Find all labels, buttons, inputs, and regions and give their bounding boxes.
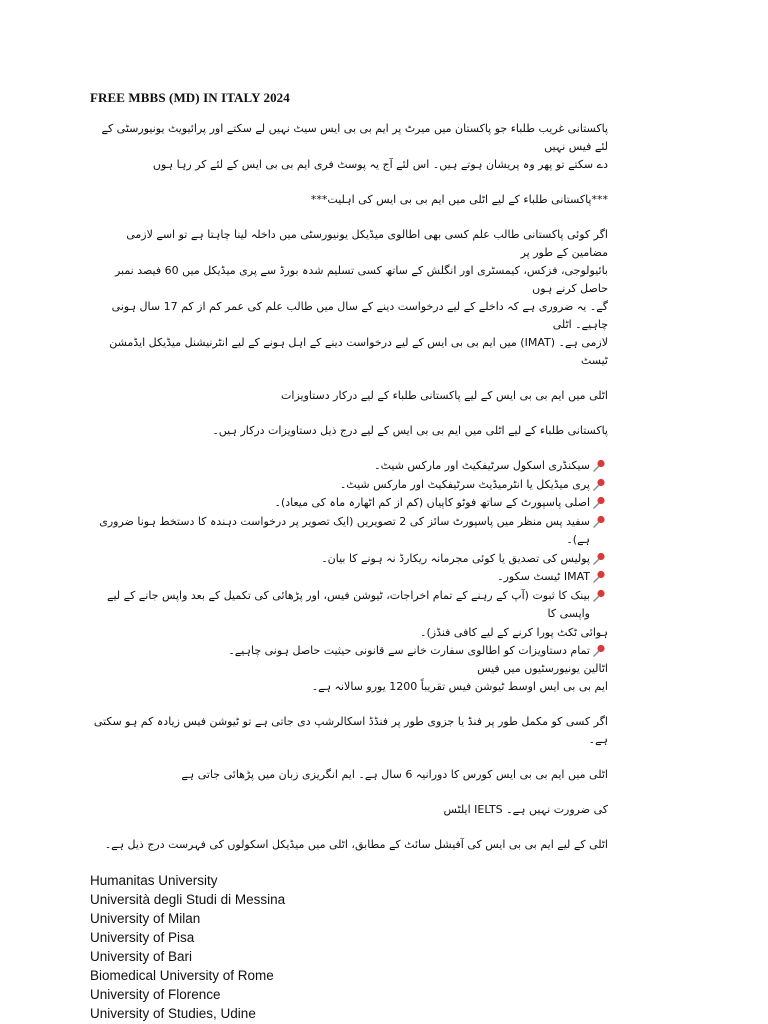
universities-heading: اٹلی کے لیے ایم بی بی ایس کی آفیشل سائٹ کے مطابق، اٹلی میں میڈیکل اسکولوں کی فہرست درج ذیل ہے۔	[104, 838, 608, 851]
document-item: سیکنڈری اسکول سرٹیفکیٹ اور مارکس شیٹ۔	[374, 459, 590, 472]
pushpin-icon	[592, 568, 608, 582]
ielts-text: کی ضرورت نہیں ہے۔ IELTS ایلٹس	[443, 803, 608, 816]
documents-list-tail	[90, 642, 608, 661]
university-item: University of Milan	[90, 911, 201, 926]
eligibility-line: گے۔ یہ ضروری ہے کہ داخلے کے لیے درخواست دینے کے سال میں طالب علم کی عمر کم از کم 17 سال ہونی چاہیے۔ اٹلی	[111, 300, 608, 331]
document-item: تمام دستاویزات کو اطالوی سفارت خانے سے قانونی حیثیت حاصل ہونی چاہیے۔	[228, 643, 590, 657]
list-item	[90, 457, 608, 476]
pushpin-icon	[592, 642, 608, 656]
intro-line: پاکستانی غریب طلباء جو پاکستان میں میرٹ پر ایم بی بی ایس سیٹ نہیں لے سکتے اور پرائیویٹ یونیورسٹی کے لئے فیس نہیں	[101, 122, 608, 153]
fees-heading: اٹالین یونیورسٹیوں میں فیس	[477, 662, 608, 675]
document-item: بینک کا ثبوت (آپ کے رہنے کے تمام اخراجات، ٹیوشن فیس، اور پڑھائی کی تکمیل کے بعد واپس جانے کے لیے واپسی کا	[107, 588, 590, 620]
university-item: University of Florence	[90, 987, 221, 1002]
document-page	[90, 90, 608, 1023]
university-item: University of Studies, Udine	[90, 1006, 256, 1021]
universities-list	[90, 871, 608, 1023]
document-title: FREE MBBS (MD) IN ITALY 2024	[90, 90, 290, 105]
university-item: Università degli Studi di Messina	[90, 892, 286, 907]
documents-intro: پاکستانی طلباء کے لیے اٹلی میں ایم بی بی ایس کے لیے درج ذیل دستاویزات درکار ہیں۔	[212, 424, 608, 437]
list-item	[90, 568, 608, 587]
document-item: سفید پس منظر میں پاسپورٹ سائز کی 2 تصویریں (ایک تصویر پر درخواست دہندہ کا دستخط ہونا ضروری ہے)۔	[99, 514, 590, 546]
intro-line: دے سکتے تو پھر وہ پریشان ہوتے ہیں۔ اس لئے آج یہ پوسٹ فری ایم بی بی ایس کے لئے کر رہا ہوں	[152, 158, 608, 171]
list-item	[90, 494, 608, 513]
document-item: پری میڈیکل یا انٹرمیڈیٹ سرٹیفکیٹ اور مارکس شیٹ۔	[339, 477, 590, 491]
pushpin-icon	[592, 513, 608, 527]
university-item: University of Bari	[90, 949, 193, 964]
university-item: Biomedical University of Rome	[90, 968, 274, 983]
list-item	[90, 550, 608, 569]
university-item: Humanitas University	[90, 873, 218, 888]
eligibility-line: بائیولوجی، فزکس، کیمسٹری اور انگلش کے ساتھ کسی تسلیم شدہ بورڈ سے پری میڈیکل میں 60 فیصد نمبر حاصل کرنے ہوں	[114, 264, 608, 295]
list-item	[90, 476, 608, 495]
university-item: University of Pisa	[90, 930, 195, 945]
document-item: اصلی پاسپورٹ کے ساتھ فوٹو کاپیاں (کم از کم اٹھارہ ماہ کی میعاد)۔	[274, 496, 590, 509]
eligibility-line: لازمی ہے۔ (IMAT) میں ایم بی بی ایس کے لیے درخواست دینے کے اہل ہونے کے لیے انٹرنیشنل میڈیکل ایڈمشن ٹیسٹ	[109, 336, 608, 367]
pushpin-icon	[592, 476, 608, 490]
duration-text: اٹلی میں ایم بی بی ایس کورس کا دورانیہ 6 سال ہے۔ ایم انگریزی زبان میں پڑھائی جاتی ہے	[181, 768, 608, 781]
list-item	[90, 587, 608, 624]
pushpin-icon	[592, 550, 608, 564]
documents-list	[90, 457, 608, 624]
intro-paragraph	[90, 120, 608, 174]
eligibility-line: اگر کوئی پاکستانی طالب علم کسی بھی اطالوی میڈیکل یونیورسٹی میں داخلہ لینا چاہتا ہے تو اسے لازمی مضامین کے طور پر	[126, 228, 608, 259]
document-item-continued: ہوائی ٹکٹ پورا کرنے کے لیے کافی فنڈز)۔	[420, 625, 608, 639]
list-item	[90, 642, 608, 661]
pushpin-icon	[592, 587, 608, 601]
documents-heading: اٹلی میں ایم بی بی ایس کے لیے پاکستانی طلباء کے لیے درکار دستاویزات	[281, 389, 608, 402]
pushpin-icon	[592, 457, 608, 471]
pushpin-icon	[592, 494, 608, 508]
eligibility-heading: ***پاکستانی طلباء کے لیے اٹلی میں ایم بی بی ایس کی اہلیت***	[310, 193, 608, 206]
document-item: پولیس کی تصدیق یا کوئی مجرمانہ ریکارڈ نہ ہونے کا بیان۔	[321, 551, 590, 565]
eligibility-paragraph	[90, 226, 608, 370]
fees-text: ایم بی بی ایس اوسط ٹیوشن فیس تقریباً 1200 یورو سالانہ ہے۔	[311, 680, 608, 693]
scholarship-text: اگر کسی کو مکمل طور پر فنڈ یا جزوی طور پر فنڈڈ اسکالرشپ دی جاتی ہے تو ٹیوشن فیس زیادہ کم ہو سکتی ہے۔	[93, 715, 608, 746]
document-item: IMAT ٹیسٹ سکور۔	[497, 570, 590, 583]
list-item	[90, 513, 608, 550]
